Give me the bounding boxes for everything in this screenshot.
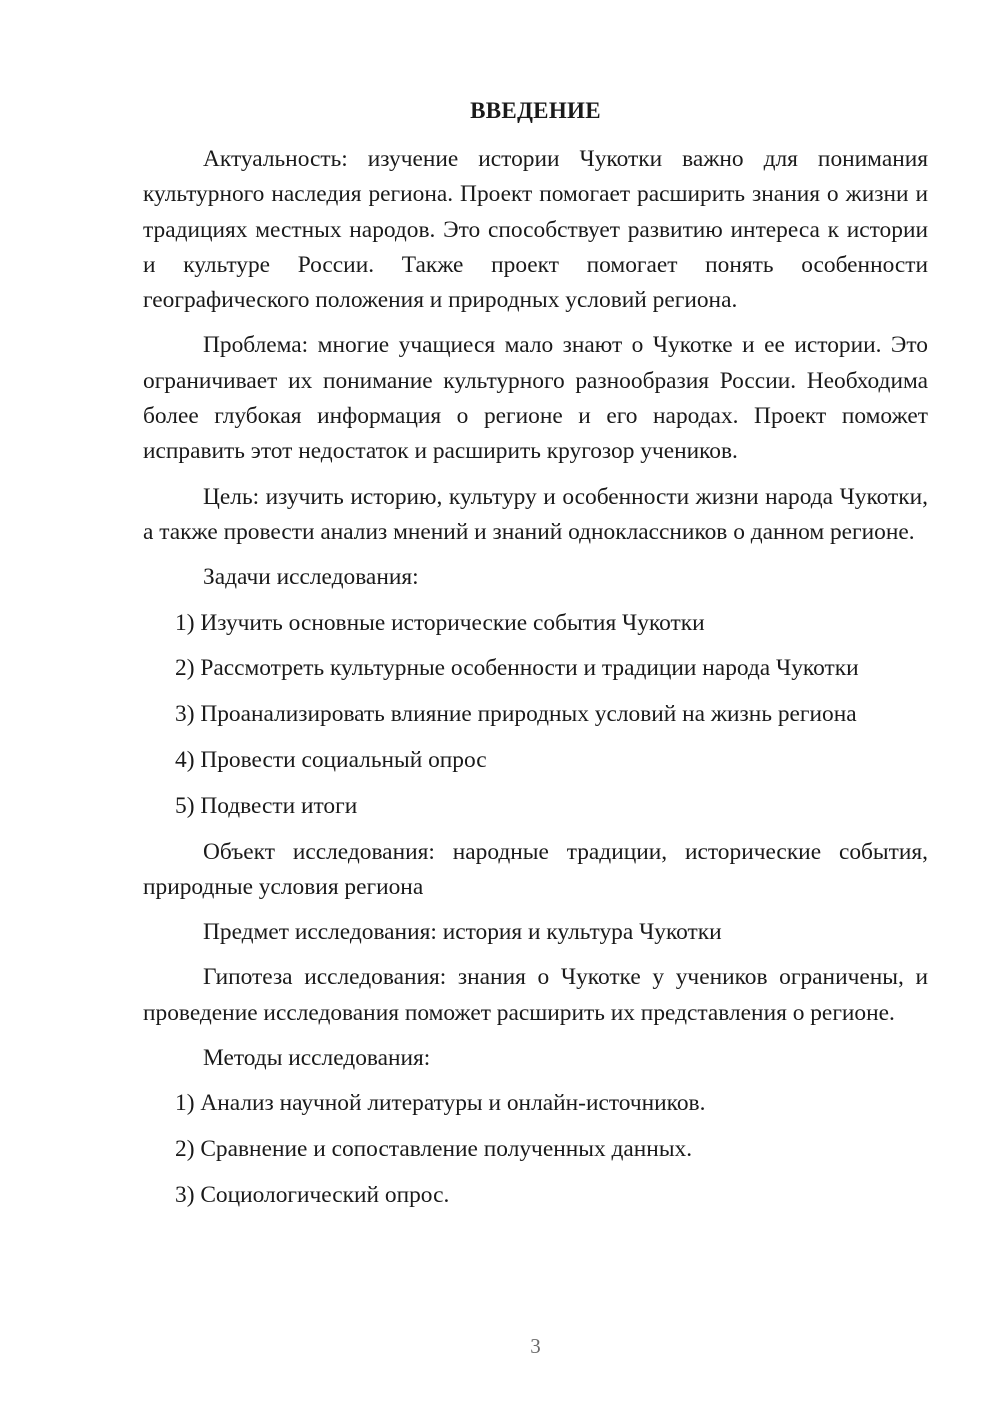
page-number: 3 [530,1334,541,1358]
task-item-2: 2) Рассмотреть культурные особенности и традиции народа Чукотки [175,655,859,682]
task-item-5: 5) Подвести итоги [175,792,358,819]
task-item-3: 3) Проанализировать влияние природных условий на жизнь региона [175,701,857,728]
tasks-title: Задачи исследования: [203,564,419,591]
goal-paragraph: Цель: изучить историю, культуру и особенности жизни народа Чукотки, а также провести анализ мнений и знаний одноклассников о данном регионе. [143,483,928,545]
subject-paragraph: Предмет исследования: история и культура Чукотки [203,919,722,946]
relevance-paragraph: Актуальность: изучение истории Чукотки важно для понимания культурного наследия региона. Проект помогает расширить знания о жизни и традициях местных народов. Это способствует развитию интереса к истории и культуре России. Также проект помогает понять особенности географического положения и природных условий региона. [143,146,928,314]
task-item-4: 4) Провести социальный опрос [175,746,487,773]
page-content [143,142,928,1224]
methods-list [143,1086,928,1213]
method-item-2: 2) Сравнение и сопоставление полученных данных. [175,1136,693,1163]
tasks-list [143,606,928,824]
methods-title: Методы исследования: [203,1045,431,1072]
section-heading: ВВЕДЕНИЕ [470,98,601,123]
object-paragraph: Объект исследования: народные традиции, исторические события, природные условия региона [143,838,928,900]
method-item-1: 1) Анализ научной литературы и онлайн-источников. [175,1090,706,1117]
document-page [143,0,928,1414]
method-item-3: 3) Социологический опрос. [175,1181,450,1208]
problem-paragraph: Проблема: многие учащиеся мало знают о Чукотке и ее истории. Это ограничивает их понимание культурного разнообразия России. Необходима более глубокая информация о регионе и его народах. Проект поможет исправить этот недостаток и расширить кругозор учеников. [143,332,928,465]
task-item-1: 1) Изучить основные исторические события Чукотки [175,609,705,636]
hypothesis-paragraph: Гипотеза исследования: знания о Чукотке у учеников ограничены, и проведение исследования поможет расширить их представления о регионе. [143,964,928,1026]
